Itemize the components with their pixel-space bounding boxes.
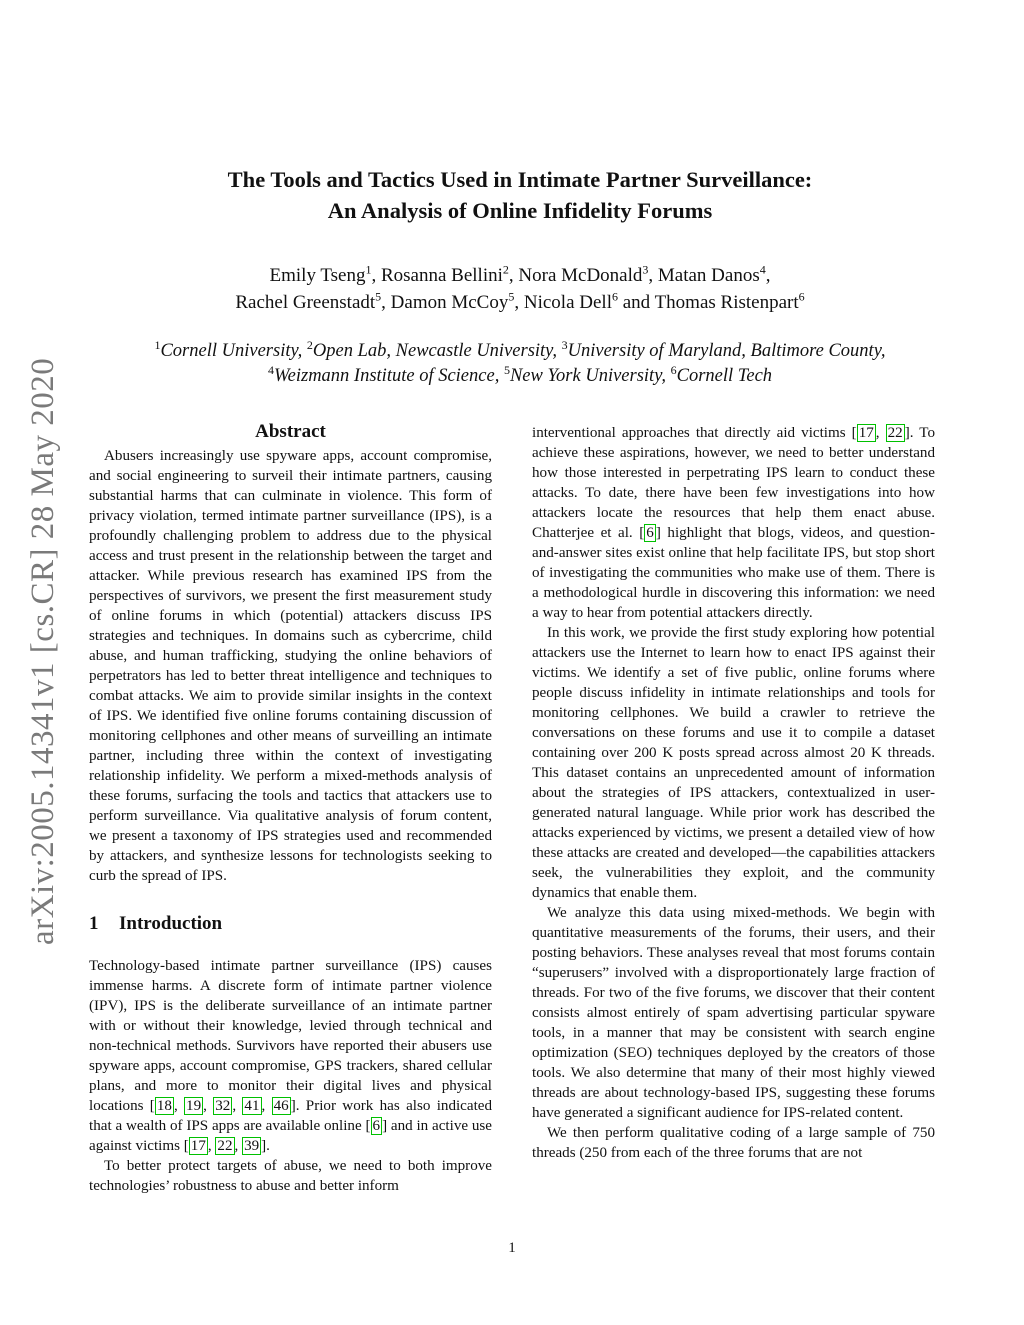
author-name: Emily Tseng: [269, 265, 366, 286]
citation-link[interactable]: 22: [887, 425, 903, 441]
affiliation: Cornell Tech: [676, 366, 773, 386]
affiliation-line-2: $^4$Weizmann Institute of Science, $^5$New York University, $^6$Cornell Tech: [267, 362, 773, 386]
affiliation: University of Maryland, Baltimore County,: [567, 341, 886, 361]
author-name: Matan Danos: [657, 265, 760, 286]
section-number: 1: [89, 913, 99, 934]
author-affil-sup: 6: [798, 289, 805, 304]
abstract-text: Abusers increasingly use spyware apps, account compromise, and social engineering to surveil their intimate partners, causing substantial harms that can culminate in violence. This form of privacy violation, termed intimate partner surveillance (IPS), is a profoundly challenging problem to address due to the physical access and trust present in the relationship between the target and attacker. While previous research has examined IPS from the perspectives of survivors, we present the first measurement study of online forums in which (potential) attackers discuss IPS strategies and techniques. In domains such as cybercrime, child abuse, and human trafficking, studying the online behaviors of perpetrators has led to better threat intelligence and techniques to combat attacks. We aim to provide similar insights in the context of IPS. We identified five online forums containing discussion of monitoring cellphones and other means of surveilling an intimate partner, including three within the context of investigating relationship infidelity. We perform a mixed-methods analysis of these forums, surfacing the tools and tactics that attackers use to perform surveillance. Via qualitative analysis of forum content, we present a taxonomy of IPS strategies used and recommended by attackers, and synthesize lessons for technologists seeking to curb the spread of IPS.: [89, 448, 492, 884]
citation-link[interactable]: 22: [217, 1138, 233, 1154]
paper-title: [60, 164, 980, 226]
intro-paragraph-5: We then perform qualitative coding of a large sample of 750 threads (250 from each of the three forums that are not: [532, 1125, 935, 1161]
section-heading: [89, 912, 492, 936]
author-name: Nora McDonald: [518, 265, 643, 286]
citation-link[interactable]: 6: [646, 525, 654, 541]
citation-link[interactable]: 41: [244, 1098, 260, 1114]
right-column: [532, 423, 935, 1163]
intro-paragraph-2: To better protect targets of abuse, we need to both improve technologies’ robustness to abuse and better inform: [89, 1158, 492, 1194]
intro-paragraph-3: In this work, we provide the first study exploring how potential attackers use the Internet to learn how to enact IPS against their victims. We identify a set of five public, online forums where people discuss infidelity in intimate relationships and tools for monitoring cellphones. We build a crawler to retrieve the conversations on these forums and use it to compile a dataset containing over 200 K posts spread across almost 20 K threads. This dataset contains an unprecedented amount of information about the strategies of IPS attackers, contextualized in user-generated natural language. While prior work has described the attacks experienced by victims, we present a detailed view of how these attacks are created and developed—the capabilities attackers seek, the vulnerabilities they exploit, and the community dynamics that enable them.: [532, 625, 935, 901]
citation-link[interactable]: 17: [858, 425, 874, 441]
intro-paragraph-1: Technology-based intimate partner surveillance (IPS) causes immense harms. A discrete form of intimate partner violence (IPV), IPS is the deliberate surveillance of an intimate partner with or without their knowledge, levied through technical and non-technical methods. Survivors have reported their abusers use spyware apps, account compromise, GPS trackers, shared cellular plans, and more to monitor their digital lives and physical locations [ 18 , 19 , 32 , 41 , 46 ]. Prior work has also indicated that a wealth of IPS apps are available online [ 6 ] and in active use against victims [ 17 , 22 , 39 ].: [89, 958, 493, 1154]
citation-link[interactable]: 46: [273, 1098, 289, 1114]
author-affil-sup: 3: [642, 262, 649, 277]
author-affil-sup: 6: [611, 289, 618, 304]
author-name: Thomas Ristenpart: [654, 292, 799, 313]
author-name: Nicola Dell: [523, 292, 612, 313]
affiliation: New York University,: [509, 366, 671, 386]
abstract-heading: Abstract: [255, 421, 326, 442]
intro-paragraph-4: We analyze this data using mixed-methods. We begin with quantitative measurements of the forums, their users, and their posting behaviors. These analyses reveal that most forums contain “superusers” involved with a disproportionately large fraction of threads. For two of the five forums, we discover that their content consists almost entirely of spam advertising particular spyware tools, in a manner that may be consistent with search engine optimization (SEO) techniques deployed by the creators of those tools. We also determine that many of their most highly viewed threads are about technology-based IPS, suggesting these forums have generated a significant audience for IPS-related content.: [532, 905, 935, 1121]
section-title: Introduction: [119, 913, 223, 934]
author-name: Damon McCoy: [390, 292, 509, 313]
citation-link[interactable]: 39: [244, 1138, 260, 1154]
title-line-1: The Tools and Tactics Used in Intimate Partner Surveillance:: [227, 167, 813, 192]
citation-link[interactable]: 32: [215, 1098, 231, 1114]
citation-link[interactable]: 17: [190, 1138, 206, 1154]
author-line-2: Rachel Greenstadt$^5$, Damon McCoy$^5$, Nicola Dell$^6$ and Thomas Ristenpart$^6$: [235, 289, 805, 313]
citation-link[interactable]: 6: [372, 1118, 381, 1134]
author-name: Rachel Greenstadt: [235, 292, 376, 313]
left-column: [89, 420, 492, 1196]
affiliation: Weizmann Institute of Science,: [273, 366, 504, 386]
affiliation-list: [60, 339, 980, 389]
citation-link[interactable]: 18: [156, 1098, 172, 1114]
author-affil-sup: 5: [375, 289, 382, 304]
author-affil-sup: 1: [365, 262, 372, 277]
intro-paragraph-2-continued: interventional approaches that directly aid victims [ 17 , 22 ]. To achieve these aspirations, however, we need to better understand how those interested in perpetrating IPS learn to conduct these attacks. To date, there have been few investigations into how attackers locate the resources that help them enact abuse. Chatterjee et al. [ 6 ] highlight that blogs, videos, and question-and-answer sites exist online that help facilitate IPS, but stop short of investigating the communities who make use of them. There is a methodological hurdle in discovering this information: we need a way to hear from potential attackers directly.: [532, 425, 935, 621]
author-affil-sup: 5: [508, 289, 515, 304]
affiliation: Open Lab, Newcastle University,: [312, 341, 562, 361]
author-affil-sup: 2: [502, 262, 509, 277]
affiliation: Cornell University,: [160, 341, 307, 361]
arxiv-identifier[interactable]: arXiv:2005.14341v1 [cs.CR] 28 May 2020: [25, 357, 61, 945]
author-name: Rosanna Bellini: [380, 265, 503, 286]
author-affil-sup: 4: [759, 262, 766, 277]
author-list: [60, 262, 980, 316]
citation-link[interactable]: 19: [186, 1098, 202, 1114]
page-number: 1: [508, 1240, 516, 1256]
title-line-2: An Analysis of Online Infidelity Forums: [327, 198, 713, 223]
author-line-1: Emily Tseng$^1$, Rosanna Bellini$^2$, Nora McDonald$^3$, Matan Danos$^4$,: [269, 262, 771, 286]
affiliation-line-1: $^1$Cornell University, $^2$Open Lab, Newcastle University, $^3$University of Maryland, Baltimore County,: [154, 337, 886, 361]
